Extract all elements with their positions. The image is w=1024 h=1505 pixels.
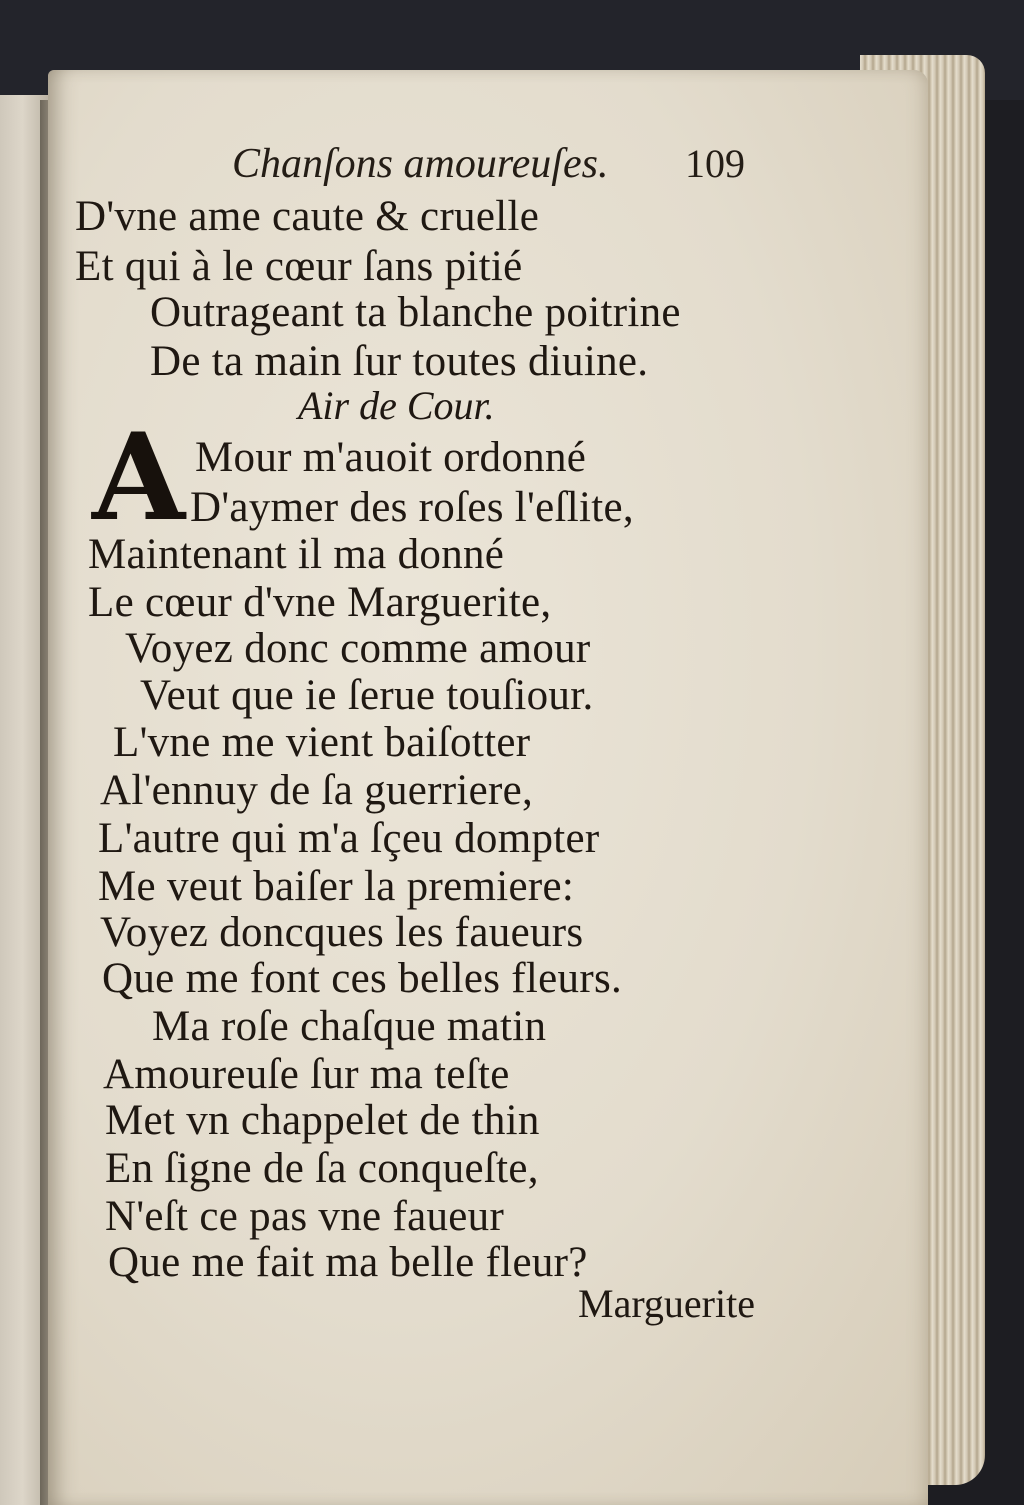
poem-line: Maintenant il ma donné (88, 531, 505, 578)
drop-cap: A (92, 407, 186, 548)
section-title: Air de Cour. (298, 383, 495, 428)
page-number: 109 (685, 141, 745, 186)
verse-line: Outrageant ta blanche poitrine (150, 289, 681, 336)
poem-line: L'vne me vient baiſotter (113, 719, 531, 766)
poem-line: Amoureuſe ſur ma teſte (103, 1051, 510, 1098)
verse-line: Et qui à le cœur ſans pitié (75, 243, 523, 290)
catchword: Marguerite (578, 1281, 755, 1326)
poem-line: Le cœur d'vne Marguerite, (88, 579, 552, 626)
page-header (0, 140, 1024, 200)
poem-line: Al'ennuy de ſa guerriere, (100, 767, 534, 814)
running-head: Chanſons amoureuſes. (232, 141, 609, 187)
poem-line: D'aymer des roſes l'eſlite, (190, 484, 634, 531)
poem-line: Veut que ie ſerue touſiour. (140, 672, 594, 719)
poem-line: En ſigne de ſa conqueſte, (105, 1145, 539, 1192)
poem-line: Me veut baiſer la premiere: (98, 863, 575, 910)
poem-line: Met vn chappelet de thin (105, 1097, 540, 1144)
poem-line: Mour m'auoit ordonné (195, 434, 587, 481)
poem-line: Ma roſe chaſque matin (152, 1003, 547, 1050)
verse-line: D'vne ame caute & cruelle (75, 193, 540, 240)
poem-line: Que me font ces belles fleurs. (102, 955, 623, 1002)
poem-line: L'autre qui m'a ſçeu dompter (98, 815, 600, 862)
verse-line: De ta main ſur toutes diuine. (150, 338, 649, 385)
poem-line: Que me fait ma belle fleur? (108, 1239, 588, 1286)
poem-line: N'eſt ce pas vne faueur (105, 1193, 505, 1240)
poem-line: Voyez doncques les faueurs (100, 909, 584, 956)
poem-line: Voyez donc comme amour (125, 625, 591, 672)
